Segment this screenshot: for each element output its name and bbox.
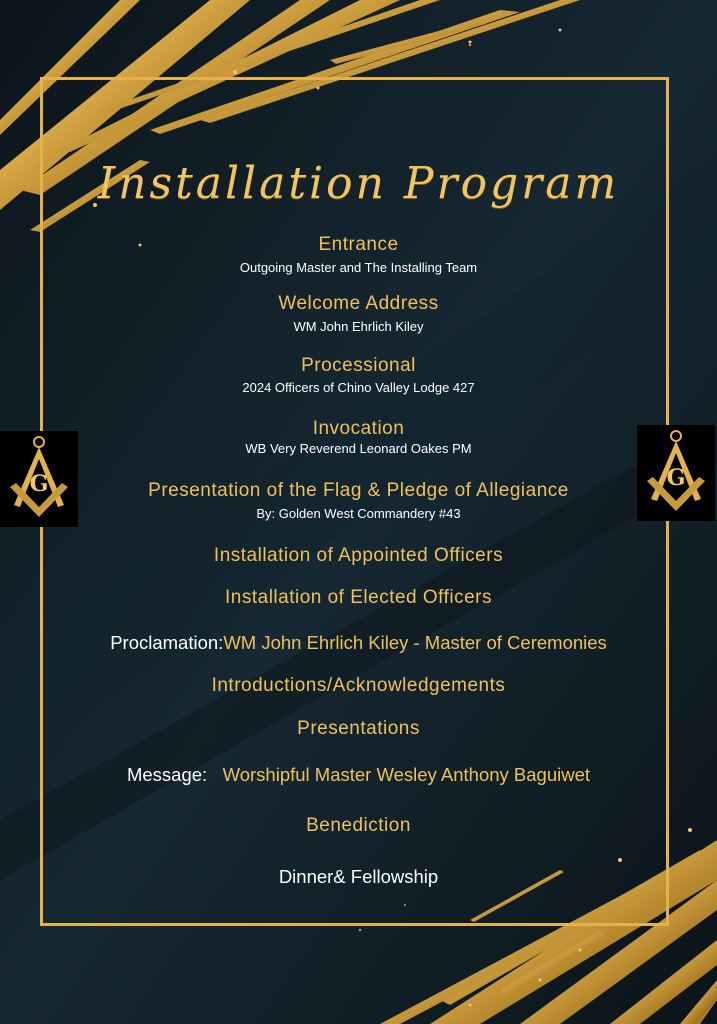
program-detail-processional: 2024 Officers of Chino Valley Lodge 427 — [242, 380, 475, 395]
program-detail-entrance: Outgoing Master and The Installing Team — [239, 260, 478, 275]
square-compass-icon — [0, 431, 78, 527]
page-title: Installation Program — [97, 158, 620, 209]
proclamation-label: Proclamation: — [110, 632, 224, 653]
program-heading-invocation: Invocation — [312, 418, 405, 439]
emblem-letter-left: G — [29, 471, 49, 497]
proclamation-line — [0, 632, 717, 654]
program-detail-welcome: WM John Ehrlich Kiley — [293, 319, 424, 334]
message-value: Worshipful Master Wesley Anthony Baguiwet — [222, 764, 591, 785]
program-heading-flag-pledge: Presentation of the Flag & Pledge of Allegiance — [148, 480, 569, 501]
program-detail-invocation: WB Very Reverend Leonard Oakes PM — [245, 441, 472, 456]
message-line — [0, 764, 717, 786]
appointed-officers-line: Installation of Appointed Officers — [213, 545, 504, 566]
message-label: Message: — [126, 764, 208, 785]
program-heading-welcome: Welcome Address — [278, 293, 439, 314]
program-heading-processional: Processional — [301, 355, 416, 376]
presentations-line: Presentations — [297, 718, 420, 739]
elected-officers-line: Installation of Elected Officers — [225, 587, 492, 608]
program-heading-entrance: Entrance — [318, 234, 399, 255]
emblem-letter-right: G — [666, 465, 686, 491]
benediction-line: Benediction — [306, 815, 411, 836]
introductions-line: Introductions/Acknowledgements — [211, 675, 506, 696]
square-compass-icon — [637, 425, 715, 521]
proclamation-value: WM John Ehrlich Kiley - Master of Ceremonies — [223, 632, 607, 653]
square-compass-emblem-right — [637, 425, 715, 521]
dinner-fellowship-line: Dinner& Fellowship — [278, 866, 439, 887]
square-compass-emblem-left — [0, 431, 78, 527]
program-detail-flag-pledge: By: Golden West Commandery #43 — [256, 506, 461, 521]
